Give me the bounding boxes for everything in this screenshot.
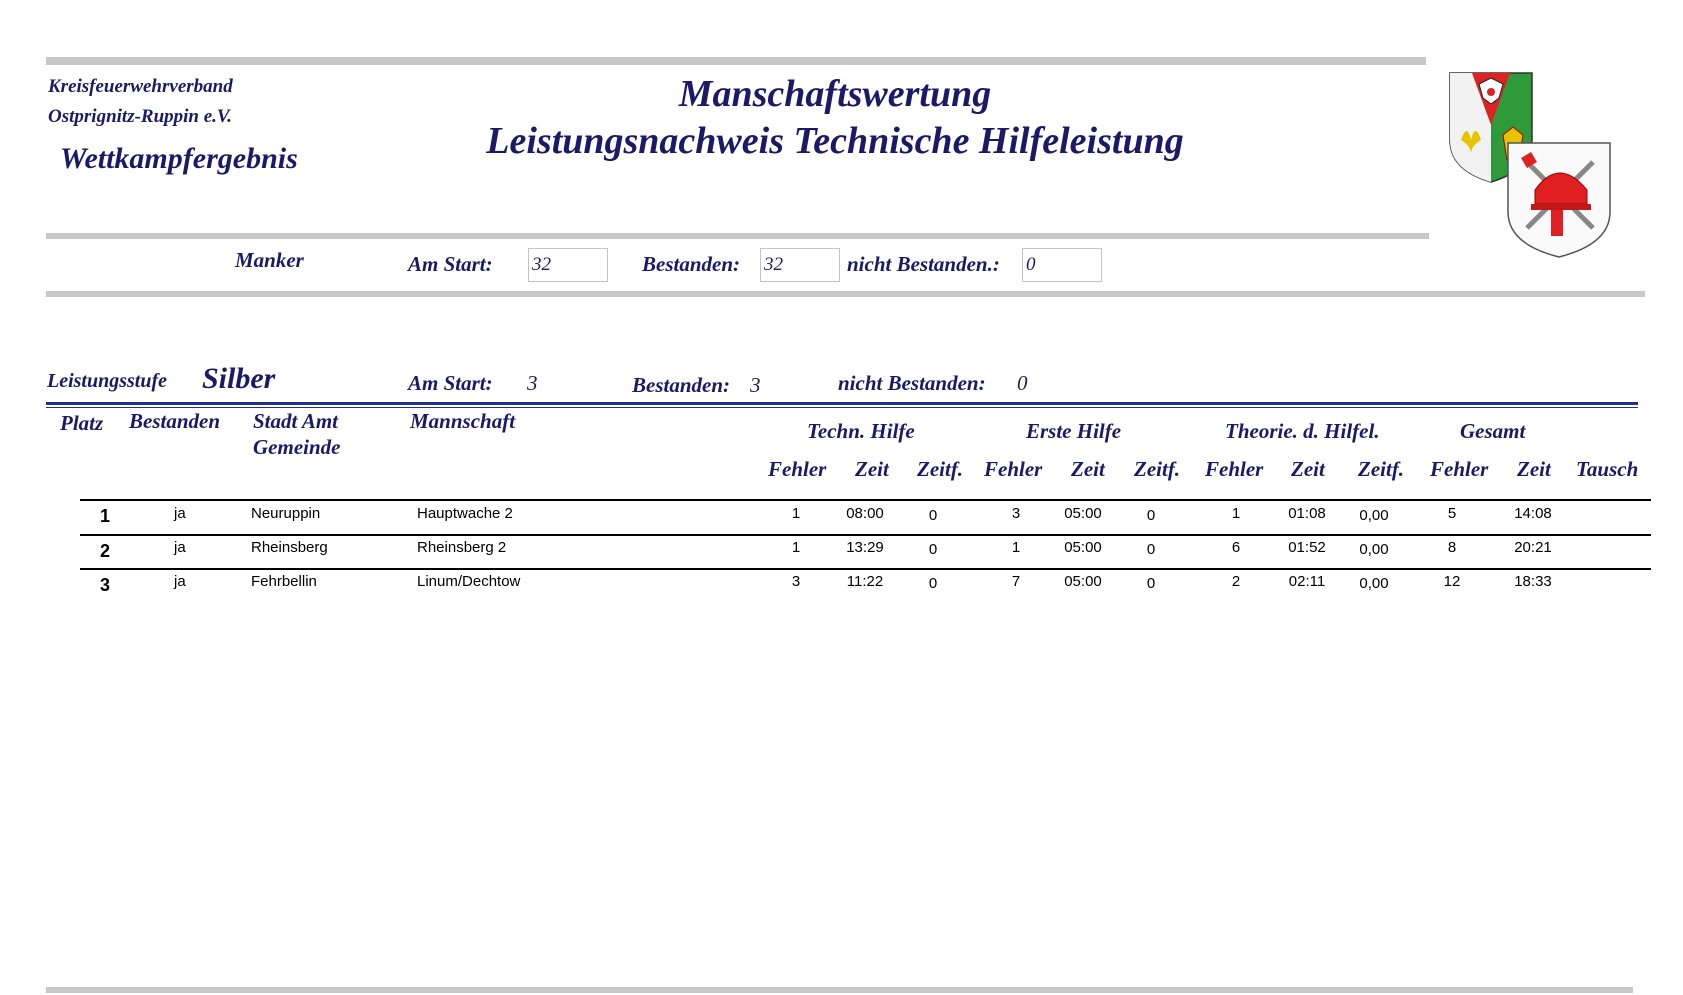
col-header-eh-fehler: Fehler — [984, 457, 1043, 481]
fire-brigade-coat-of-arms-icon — [1505, 140, 1615, 260]
col-header-th-zeitf: Zeitf. — [917, 457, 964, 481]
location-name: Manker — [235, 248, 304, 272]
page-subtitle: Wettkampfergebnis — [60, 142, 298, 175]
summary-bestanden-label: Bestanden: — [642, 252, 741, 276]
stage-am-start-label: Am Start: — [408, 371, 493, 395]
eh-zeitf-cell: 0 — [1146, 575, 1156, 592]
stadt-cell: Rheinsberg — [251, 539, 328, 556]
eh-zeitf-cell: 0 — [1146, 507, 1156, 524]
mannschaft-cell: Hauptwache 2 — [417, 505, 513, 522]
g-zeit-cell: 20:21 — [1514, 539, 1552, 556]
summary-nicht-bestanden-field[interactable]: 0 — [1022, 248, 1102, 282]
col-header-th-fehler: Fehler — [768, 457, 827, 481]
g-fehler-cell: 8 — [1447, 539, 1457, 556]
g-fehler-cell: 5 — [1447, 505, 1457, 522]
col-header-mannschaft: Mannschaft — [410, 409, 516, 433]
summary-bestanden-field[interactable]: 32 — [760, 248, 840, 282]
group-header-theorie: Theorie. d. Hilfel. — [1225, 419, 1380, 443]
stadt-cell: Fehrbellin — [251, 573, 317, 590]
col-header-stadt-line1: Stadt Amt — [253, 409, 338, 433]
th-zeitf-cell: 0 — [928, 575, 938, 592]
group-header-gesamt: Gesamt — [1460, 419, 1526, 443]
eh-zeit-cell: 05:00 — [1064, 573, 1102, 590]
eh-fehler-cell: 7 — [1011, 573, 1021, 590]
g-fehler-cell: 12 — [1443, 573, 1461, 590]
stage-am-start-value: 3 — [527, 371, 538, 395]
stage-bestanden-value: 3 — [750, 373, 761, 397]
row-separator — [80, 534, 1651, 536]
col-header-stadt-line2: Gemeinde — [253, 435, 341, 459]
top-rule — [46, 57, 1426, 65]
g-zeit-cell: 18:33 — [1514, 573, 1552, 590]
stage-divider — [46, 402, 1638, 405]
stage-label: Leistungsstufe — [47, 370, 168, 392]
col-header-g-zeit: Zeit — [1517, 457, 1551, 481]
mannschaft-cell: Linum/Dechtow — [417, 573, 521, 590]
stadt-cell: Neuruppin — [251, 505, 321, 522]
th-zeit-cell: 13:29 — [846, 539, 884, 556]
row-separator — [80, 499, 1651, 501]
platz-cell: 1 — [100, 506, 111, 526]
tg-zeit-cell: 02:11 — [1288, 573, 1326, 590]
platz-cell: 2 — [100, 541, 111, 561]
page-title-line2: Leistungsnachweis Technische Hilfeleistung — [486, 120, 1184, 162]
tg-fehler-cell: 6 — [1231, 539, 1241, 556]
eh-zeitf-cell: 0 — [1146, 541, 1156, 558]
summary-nicht-bestanden-label: nicht Bestanden.: — [847, 252, 1000, 276]
tg-fehler-cell: 1 — [1231, 505, 1241, 522]
group-header-erste-hilfe: Erste Hilfe — [1026, 419, 1122, 443]
eh-zeit-cell: 05:00 — [1064, 539, 1102, 556]
group-header-techn-hilfe: Techn. Hilfe — [807, 419, 915, 443]
page-title-line1: Manschaftswertung — [678, 73, 992, 115]
col-header-tg-zeitf: Zeitf. — [1358, 457, 1405, 481]
org-name-line2: Ostprignitz-Ruppin e.V. — [48, 106, 232, 127]
col-header-platz: Platz — [60, 411, 104, 435]
row-separator — [80, 568, 1651, 570]
th-fehler-cell: 1 — [791, 539, 801, 556]
summary-divider — [46, 291, 1645, 297]
tg-zeitf-cell: 0,00 — [1359, 575, 1389, 592]
col-header-g-fehler: Fehler — [1430, 457, 1489, 481]
col-header-eh-zeit: Zeit — [1071, 457, 1105, 481]
eh-fehler-cell: 1 — [1011, 539, 1021, 556]
stage-bestanden-label: Bestanden: — [632, 373, 731, 397]
platz-cell: 3 — [100, 575, 111, 595]
g-zeit-cell: 14:08 — [1514, 505, 1552, 522]
stage-divider-thin — [46, 407, 1638, 408]
th-zeitf-cell: 0 — [928, 507, 938, 524]
tg-zeitf-cell: 0,00 — [1359, 541, 1389, 558]
col-header-tausch: Tausch — [1576, 457, 1639, 481]
bestanden-cell: ja — [174, 505, 186, 522]
bestanden-cell: ja — [174, 539, 186, 556]
th-fehler-cell: 1 — [791, 505, 801, 522]
tg-zeitf-cell: 0,00 — [1359, 507, 1389, 524]
col-header-bestanden: Bestanden — [129, 409, 221, 433]
footer-rule — [46, 987, 1633, 993]
col-header-tg-zeit: Zeit — [1291, 457, 1325, 481]
bestanden-cell: ja — [174, 573, 186, 590]
col-header-th-zeit: Zeit — [855, 457, 889, 481]
summary-am-start-label: Am Start: — [408, 252, 493, 276]
tg-zeit-cell: 01:08 — [1288, 505, 1326, 522]
stage-nicht-bestanden-value: 0 — [1017, 371, 1028, 395]
mannschaft-cell: Rheinsberg 2 — [417, 539, 507, 556]
stage-level: Silber — [202, 362, 276, 395]
th-zeit-cell: 08:00 — [846, 505, 884, 522]
stage-nicht-bestanden-label: nicht Bestanden: — [838, 371, 986, 395]
th-zeit-cell: 11:22 — [846, 573, 884, 590]
th-zeitf-cell: 0 — [928, 541, 938, 558]
col-header-tg-fehler: Fehler — [1205, 457, 1264, 481]
header-divider — [46, 233, 1429, 239]
tg-zeit-cell: 01:52 — [1288, 539, 1326, 556]
tg-fehler-cell: 2 — [1231, 573, 1241, 590]
col-header-eh-zeitf: Zeitf. — [1134, 457, 1181, 481]
th-fehler-cell: 3 — [791, 573, 801, 590]
summary-am-start-field[interactable]: 32 — [528, 248, 608, 282]
org-name-line1: Kreisfeuerwehrverband — [48, 76, 233, 97]
eh-zeit-cell: 05:00 — [1064, 505, 1102, 522]
eh-fehler-cell: 3 — [1011, 505, 1021, 522]
